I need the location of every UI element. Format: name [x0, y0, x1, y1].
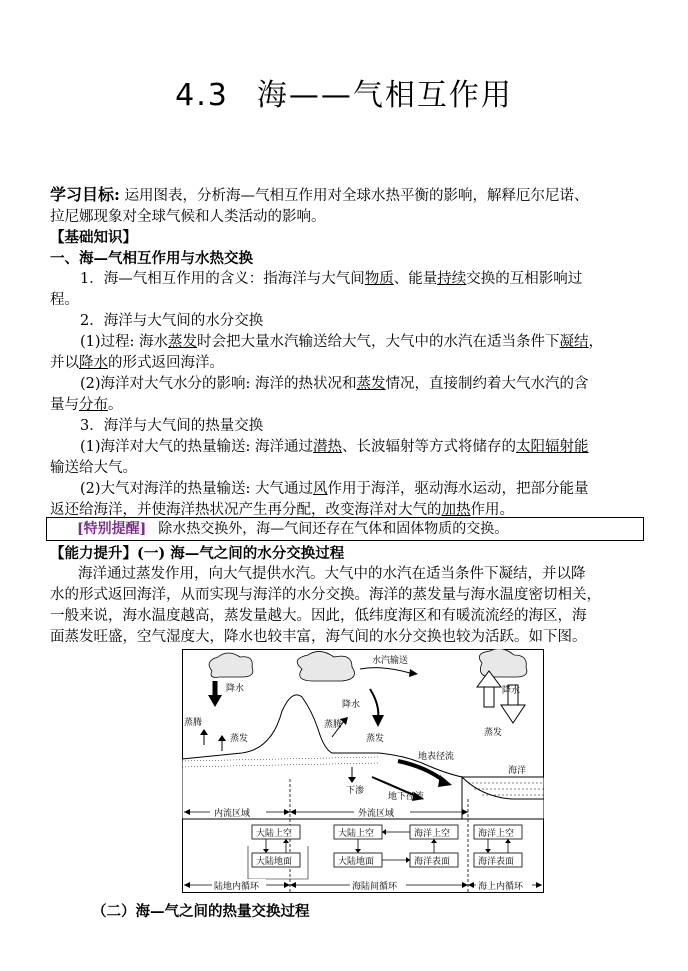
rain-left-arrow-icon — [208, 695, 222, 707]
point-3a-text-3: 输送给大气。 — [50, 460, 137, 476]
box-sea-air-3-label: 海洋上空 — [478, 829, 515, 839]
title-text: 海——气相互作用 — [256, 78, 513, 113]
point-2a-text-3: ， — [588, 334, 604, 350]
cloud-right-icon — [479, 649, 527, 677]
point-1 — [50, 269, 640, 311]
cloud-middle-icon — [297, 651, 354, 681]
rain-right-label: 降水 — [502, 686, 521, 696]
point-3a-text-2: 、长波辐射等方式将储存的 — [342, 439, 517, 455]
evap-right-label: 蒸发 — [484, 728, 503, 738]
transpiration-left-arrow-icon — [200, 729, 208, 735]
box-sea-air-2-label: 海洋上空 — [414, 829, 451, 839]
point-2a-underline-3: 降水 — [79, 355, 108, 371]
box-sea-surface-2-label: 海洋表面 — [414, 857, 451, 867]
point-2b — [50, 374, 640, 416]
special-tip-box — [46, 517, 644, 541]
point-3b — [50, 479, 640, 521]
point-2a-text: (1)过程: 海水 — [80, 334, 169, 350]
point-1-underline-1: 物质 — [364, 271, 394, 287]
rain-left-label: 降水 — [226, 684, 245, 694]
transpiration-mid-label: 蒸腾 — [324, 720, 343, 730]
point-2b-underline-1: 蒸发 — [356, 376, 386, 392]
underground-runoff-label: 地下径流 — [388, 792, 425, 802]
point-3-heading: 3．海洋与大气间的热量交换 — [80, 418, 264, 434]
point-3a-underline-1: 潜热 — [313, 439, 343, 455]
transpiration-left-label: 蒸腾 — [184, 718, 203, 728]
point-3b-text: (2)大气对海洋的热量输送: 大气通过 — [80, 481, 314, 497]
page-title — [0, 70, 688, 114]
point-3b-underline-1: 风 — [313, 481, 328, 497]
point-2-heading: 2．海洋与大气间的水分交换 — [80, 313, 264, 329]
outflow-region-label: 外流区域 — [358, 809, 395, 819]
vapor-transport-arrow-icon — [409, 669, 418, 677]
objectives-line-2: 拉尼娜现象对全球气候和人类活动的影响。 — [50, 209, 326, 225]
point-1-text-4: 程。 — [50, 292, 79, 308]
point-2a — [50, 332, 640, 374]
water-cycle-diagram — [182, 649, 544, 893]
objectives-label: 学习目标: — [50, 185, 120, 204]
ability-line-2: 水的形式返回海洋，从而实现与海洋的水分交换。海洋的蒸发量与海水温度密切相关， — [50, 587, 601, 603]
point-2a-text-2: 时会把大量水汽输送给大气，大气中的水汽在适当条件下 — [197, 334, 560, 350]
point-3a-text: (1)海洋对大气的热量输送: 海洋通过 — [80, 439, 314, 455]
point-1-underline-2: 持续 — [437, 271, 467, 287]
point-2b-text-3: 量与 — [50, 397, 79, 413]
box-land-air-1-label: 大陆上空 — [256, 829, 293, 839]
title-number: 4.3 — [175, 78, 229, 113]
sea-land-cycle-label: 海陆间循环 — [352, 882, 398, 892]
ability-heading: 【能力提升】(一) 海—气之间的水分交换过程 — [50, 545, 345, 562]
land-cycle-label: 陆地内循环 — [214, 882, 260, 892]
seepage-label: 下渗 — [346, 786, 365, 796]
ocean-label: 海洋 — [508, 766, 527, 776]
point-2b-text-2: 情况，直接制约着大气水汽的含 — [385, 376, 589, 392]
vapor-transport-label: 水汽输送 — [372, 656, 409, 666]
point-1-text-3: 交换的互相影响过 — [466, 271, 583, 287]
box-land-surface-2-label: 大陆地面 — [338, 857, 375, 867]
point-2b-underline-2: 分布 — [79, 397, 108, 413]
point-2a-text-4: 并以 — [50, 355, 79, 371]
box-land-air-2-label: 大陆上空 — [338, 829, 375, 839]
box-sea-surface-3-label: 海洋表面 — [478, 857, 515, 867]
surface-runoff-label: 地表径流 — [418, 752, 455, 762]
point-2b-text-4: 。 — [108, 397, 123, 413]
evaporation-left-arrow-icon — [218, 735, 226, 741]
rain-right-arrow-icon — [501, 705, 525, 723]
ability-line-3: 一般来说，海水温度越高，蒸发量越大。因此，低纬度海区和有暖流流经的海区，海 — [50, 608, 587, 624]
cloud-left-icon — [209, 653, 253, 677]
evap-left-label: 蒸发 — [230, 734, 249, 744]
point-3b-text-3: 返还给海洋，并使海洋热状况产生再分配，改变海洋对大气的 — [50, 502, 442, 518]
point-2a-text-5: 的形式返回海洋。 — [108, 355, 224, 371]
point-3a-underline-2: 太阳辐射能 — [516, 439, 589, 455]
heat-exchange-heading: （二）海—气之间的热量交换过程 — [92, 903, 310, 920]
rain-mid-arrow-icon — [372, 715, 384, 727]
learning-objectives — [50, 184, 640, 228]
inland-region-label: 内流区域 — [214, 809, 251, 819]
objectives-line-1: 运用图表，分析海—气相互作用对全球水热平衡的影响，解释厄尔尼诺、 — [124, 188, 589, 204]
box-land-surface-1-label: 大陆地面 — [256, 857, 293, 867]
point-3b-text-2: 作用于海洋，驱动海水运动，把部分能量 — [327, 481, 589, 497]
point-2b-text: (2)海洋对大气水分的影响: 海洋的热状况和 — [80, 376, 357, 392]
sea-cycle-label: 海上内循环 — [478, 882, 524, 892]
ability-line-1: 海洋通过蒸发作用，向大气提供水汽。大气中的水汽在适当条件下凝结，并以降 — [78, 566, 586, 582]
tip-tag: [特别提醒] — [77, 521, 147, 537]
ability-line-4: 面蒸发旺盛，空气湿度大，降水也较丰富，海气间的水分交换也较为活跃。如下图。 — [50, 629, 587, 645]
point-1-text: 1．海—气相互作用的含义：指海洋与大气间 — [80, 271, 365, 287]
point-3b-text-4: 作用。 — [470, 502, 514, 518]
section-1-heading: 一、海—气相互作用与水热交换 — [50, 250, 253, 267]
basic-knowledge-heading: 【基础知识】 — [50, 229, 137, 246]
point-2a-underline-2: 凝结 — [559, 334, 589, 350]
evap-mid-label: 蒸发 — [366, 734, 385, 744]
point-1-text-2: 、能量 — [393, 271, 438, 287]
point-3b-underline-2: 加热 — [441, 502, 471, 518]
point-3a — [50, 437, 640, 479]
rain-mid-label: 降水 — [342, 700, 361, 710]
tip-text: 除水热交换外，海—气间还存在气体和固体物质的交换。 — [158, 521, 509, 537]
point-2a-underline-1: 蒸发 — [168, 334, 198, 350]
